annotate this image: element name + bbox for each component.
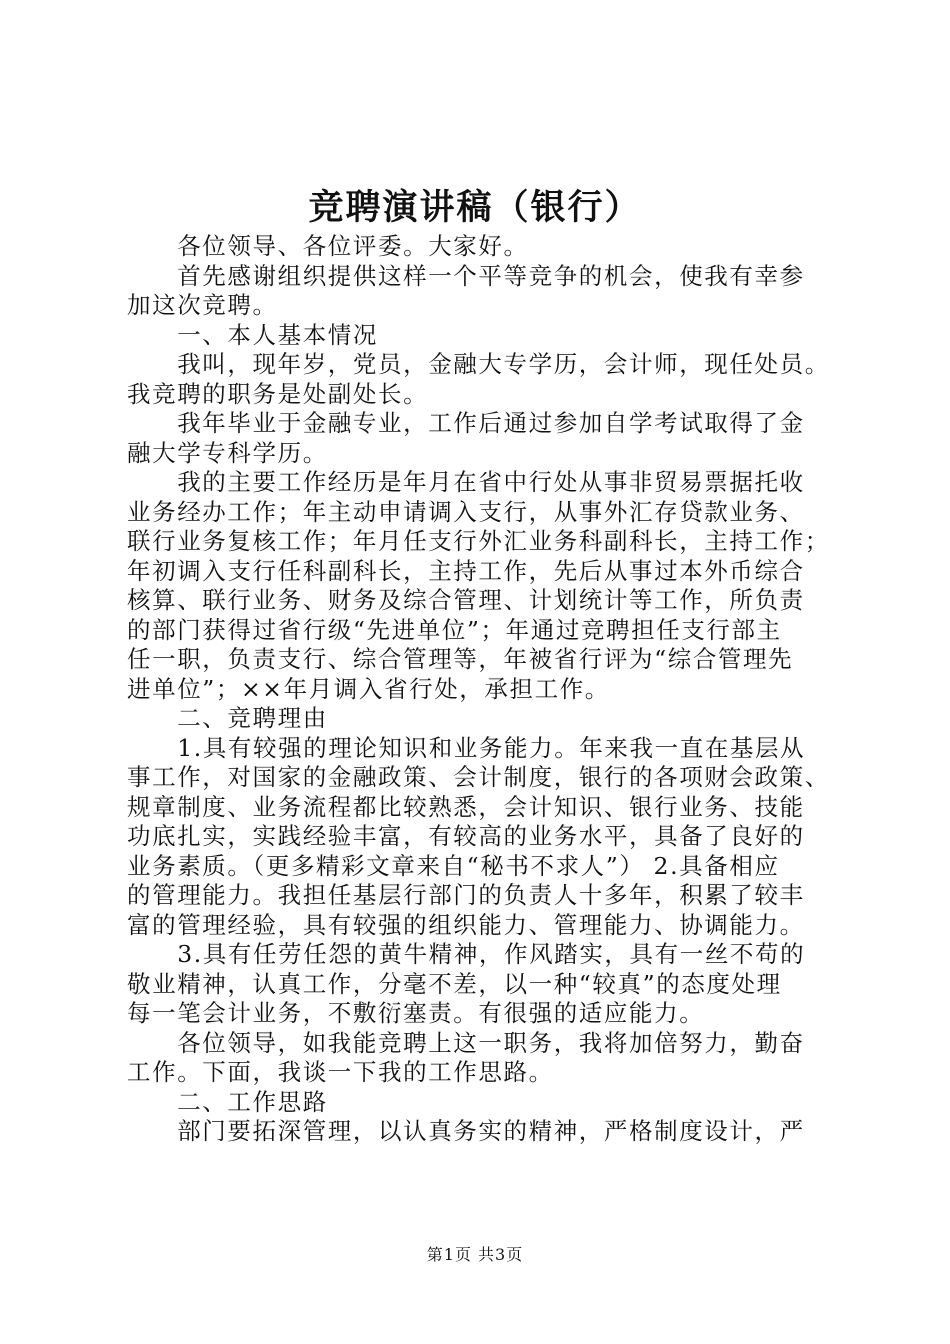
text-line: 各位领导、各位评委。大家好。	[127, 232, 529, 260]
document-title: 竞聘演讲稿（银行）	[308, 187, 642, 228]
text-line: 融大学专科学历。	[127, 438, 328, 467]
text-line: 我叫，现年岁，党员，金融大专学历，会计师，现任处员。	[127, 350, 830, 378]
text-line: 二、工作思路	[127, 1087, 328, 1116]
page-footer: 第1页 共3页	[426, 1245, 524, 1264]
text-line: 加这次竞聘。	[127, 291, 278, 319]
text-line: 二、竞聘理由	[127, 704, 328, 732]
text-line: 规章制度、业务流程都比较熟悉，会计知识、银行业务、技能	[127, 792, 805, 821]
text-line: 首先感谢组织提供这样一个平等竞争的机会，使我有幸参	[127, 261, 805, 290]
text-line: 我竞聘的职务是处副处长。	[127, 379, 429, 408]
text-line: 年初调入支行任科副科长，主持工作，先后从事过本外币综合	[127, 556, 805, 585]
text-line: 部门要拓深管理，以认真务实的精神，严格制度设计，严	[127, 1117, 805, 1145]
text-line: 核算、联行业务、财务及综合管理、计划统计等工作，所负责	[127, 586, 805, 614]
text-line: 进单位”；××年月调入省行处，承担工作。	[127, 674, 610, 703]
text-line: 各位领导，如我能竞聘上这一职务，我将加倍努力，勤奋	[127, 1028, 805, 1057]
text-line: 3.具有任劳任怨的黄牛精神，作风踏实，具有一丝不苟的	[127, 940, 806, 968]
text-line: 任一职，负责支行、综合管理等，年被省行评为“综合管理先	[127, 645, 794, 673]
text-line: 1.具有较强的理论知识和业务能力。年来我一直在基层从	[127, 733, 806, 762]
text-line: 我年毕业于金融专业，工作后通过参加自学考试取得了金	[127, 409, 805, 437]
text-line: 联行业务复核工作；年月任支行外汇业务科副科长，主持工作；	[127, 527, 830, 555]
text-line: 一、本人基本情况	[127, 320, 378, 349]
text-line: 业务经办工作；年主动申请调入支行，从事外汇存贷款业务、	[127, 497, 805, 526]
text-line: 的管理能力。我担任基层行部门的负责人十多年，积累了较丰	[127, 881, 805, 909]
text-line: 业务素质。（更多精彩文章来自“秘书不求人”） 2.具备相应	[127, 851, 780, 880]
text-line: 我的主要工作经历是年月在省中行处从事非贸易票据托收	[127, 468, 805, 496]
text-line: 的部门获得过省行级“先进单位”；年通过竞聘担任支行部主	[127, 615, 782, 644]
text-line: 事工作，对国家的金融政策、会计制度，银行的各项财会政策、	[127, 763, 830, 791]
text-line: 功底扎实，实践经验丰富，有较高的业务水平，具备了良好的	[127, 822, 805, 850]
text-line: 敬业精神，认真工作，分毫不差，以一种“较真”的态度处理	[127, 969, 782, 998]
text-line: 每一笔会计业务，不敷衍塞责。有很强的适应能力。	[127, 999, 705, 1027]
document-body	[127, 232, 835, 1147]
text-line: 富的管理经验，具有较强的组织能力、管理能力、协调能力。	[127, 910, 805, 939]
text-line: 工作。下面，我谈一下我的工作思路。	[127, 1058, 554, 1086]
